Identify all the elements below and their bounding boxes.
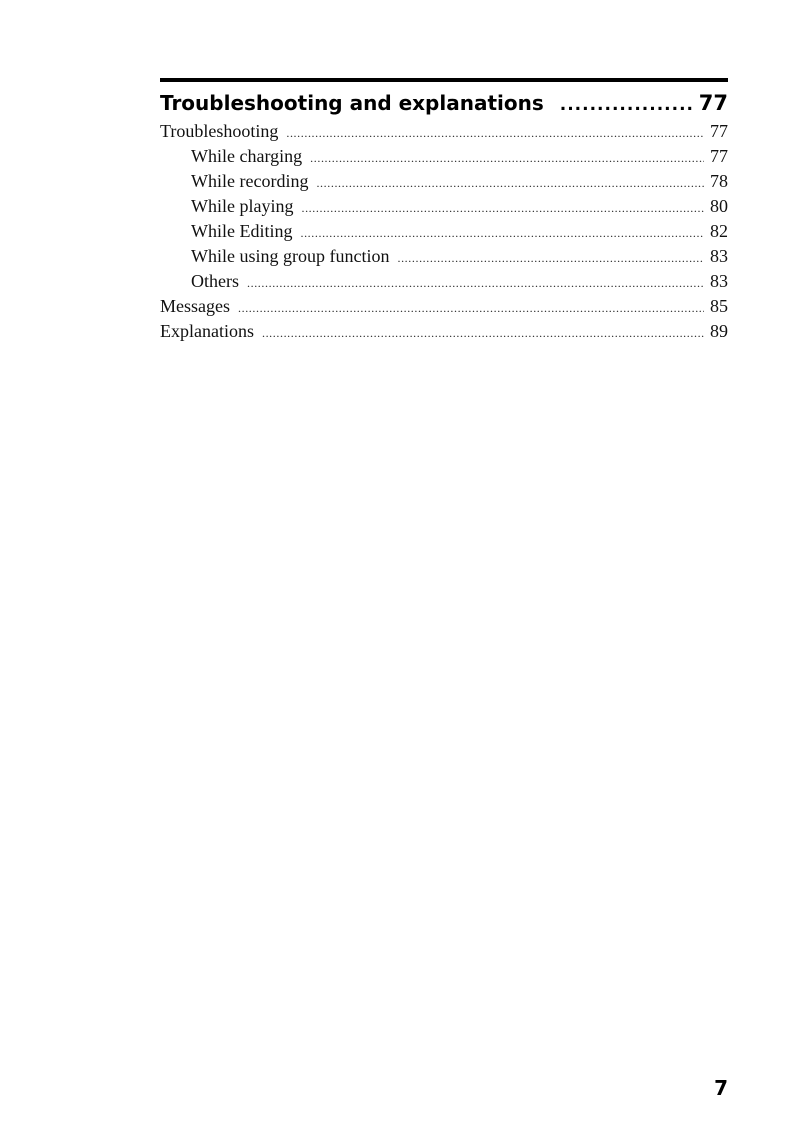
toc-entry-group-function — [160, 244, 728, 269]
toc-entry-label: While Editing — [191, 221, 293, 241]
dot-leader — [300, 221, 704, 246]
toc-entry-page: 82 — [710, 221, 728, 241]
toc-entry-while-editing — [160, 219, 728, 244]
toc-entry-label: While using group function — [191, 246, 390, 266]
toc-entry-troubleshooting — [160, 119, 728, 144]
toc-entry-while-recording — [160, 169, 728, 194]
toc-entry-messages — [160, 294, 728, 319]
section-rule — [160, 78, 728, 82]
toc-entry-label: Messages — [160, 296, 230, 316]
section-title: Troubleshooting and explanations — [160, 91, 544, 115]
toc-entry-page: 83 — [710, 271, 728, 291]
page-number: 7 — [714, 1076, 728, 1100]
toc-entry-label: Explanations — [160, 321, 254, 341]
section-heading — [160, 88, 728, 118]
toc-entry-page: 89 — [710, 321, 728, 341]
toc-entry-label: Others — [191, 271, 239, 291]
toc-entry-while-playing — [160, 194, 728, 219]
dot-leader — [286, 121, 704, 146]
dot-leader — [247, 271, 704, 296]
toc-entry-explanations — [160, 319, 728, 344]
dot-leader — [316, 171, 704, 196]
toc-entry-page: 78 — [710, 171, 728, 191]
toc-entry-label: While recording — [191, 171, 309, 191]
dot-leader — [238, 296, 704, 321]
toc-entry-page: 77 — [710, 146, 728, 166]
section-page-number: 77 — [698, 91, 728, 115]
toc-entry-page: 77 — [710, 121, 728, 141]
toc-entry-label: Troubleshooting — [160, 121, 279, 141]
toc-entry-page: 85 — [710, 296, 728, 316]
dot-leader — [262, 321, 704, 346]
toc-entry-page: 83 — [710, 246, 728, 266]
toc-entry-label: While playing — [191, 196, 294, 216]
toc-entries — [160, 119, 728, 344]
table-of-contents — [160, 78, 728, 344]
dot-leader — [397, 246, 704, 271]
dot-leader — [560, 90, 695, 120]
toc-entry-page: 80 — [710, 196, 728, 216]
toc-entry-others — [160, 269, 728, 294]
dot-leader — [301, 196, 704, 221]
dot-leader — [310, 146, 704, 171]
toc-entry-label: While charging — [191, 146, 303, 166]
toc-entry-while-charging — [160, 144, 728, 169]
